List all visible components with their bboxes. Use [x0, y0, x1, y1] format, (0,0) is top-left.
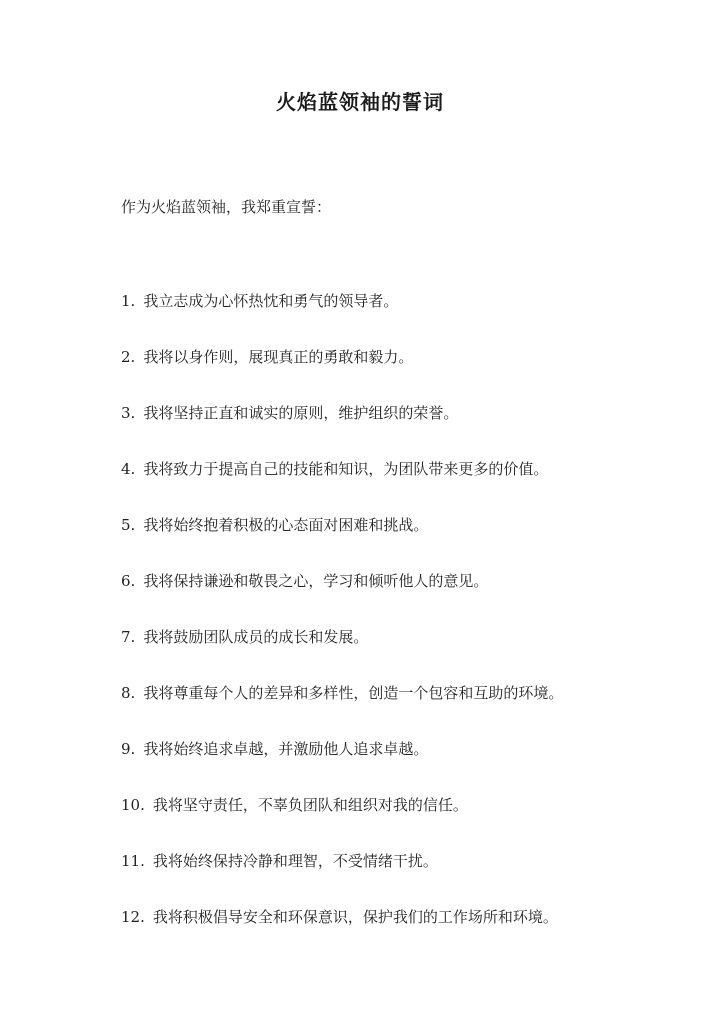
pledge-number: 1. [121, 292, 136, 310]
pledge-item-5 [121, 514, 681, 570]
pledge-list [121, 290, 681, 962]
pledge-number: 5. [121, 516, 136, 534]
pledge-text: 我将保持谦逊和敬畏之心，学习和倾听他人的意见。 [143, 572, 489, 590]
pledge-text: 我将鼓励团队成员的成长和发展。 [143, 628, 369, 646]
pledge-number: 9. [121, 740, 136, 758]
pledge-item-8 [121, 682, 681, 738]
document-title: 火焰蓝领袖的誓词 [276, 90, 444, 114]
pledge-item-10 [121, 794, 681, 850]
pledge-number: 6. [121, 572, 136, 590]
pledge-number: 7. [121, 628, 136, 646]
intro-paragraph: 作为火焰蓝领袖，我郑重宣誓： [121, 198, 332, 216]
pledge-text: 我将致力于提高自己的技能和知识，为团队带来更多的价值。 [143, 460, 549, 478]
pledge-text: 我立志成为心怀热忱和勇气的领导者。 [143, 292, 399, 310]
pledge-item-12 [121, 906, 681, 962]
pledge-text: 我将坚持正直和诚实的原则，维护组织的荣誉。 [143, 404, 459, 422]
pledge-item-4 [121, 458, 681, 514]
pledge-text: 我将积极倡导安全和环保意识，保护我们的工作场所和环境。 [152, 908, 558, 926]
pledge-number: 2. [121, 348, 136, 366]
pledge-item-7 [121, 626, 681, 682]
pledge-number: 12. [121, 908, 145, 926]
pledge-number: 4. [121, 460, 136, 478]
pledge-text: 我将始终追求卓越，并激励他人追求卓越。 [143, 740, 429, 758]
pledge-item-1 [121, 290, 681, 346]
pledge-text: 我将以身作则，展现真正的勇敢和毅力。 [143, 348, 414, 366]
pledge-number: 8. [121, 684, 136, 702]
pledge-item-3 [121, 402, 681, 458]
pledge-text: 我将坚守责任，不辜负团队和组织对我的信任。 [152, 796, 468, 814]
pledge-item-9 [121, 738, 681, 794]
pledge-text: 我将始终保持冷静和理智，不受情绪干扰。 [152, 852, 438, 870]
pledge-item-11 [121, 850, 681, 906]
pledge-item-6 [121, 570, 681, 626]
pledge-number: 11. [121, 852, 145, 870]
pledge-number: 10. [121, 796, 145, 814]
pledge-text: 我将始终抱着积极的心态面对困难和挑战。 [143, 516, 429, 534]
pledge-number: 3. [121, 404, 136, 422]
pledge-text: 我将尊重每个人的差异和多样性，创造一个包容和互助的环境。 [143, 684, 564, 702]
pledge-item-2 [121, 346, 681, 402]
